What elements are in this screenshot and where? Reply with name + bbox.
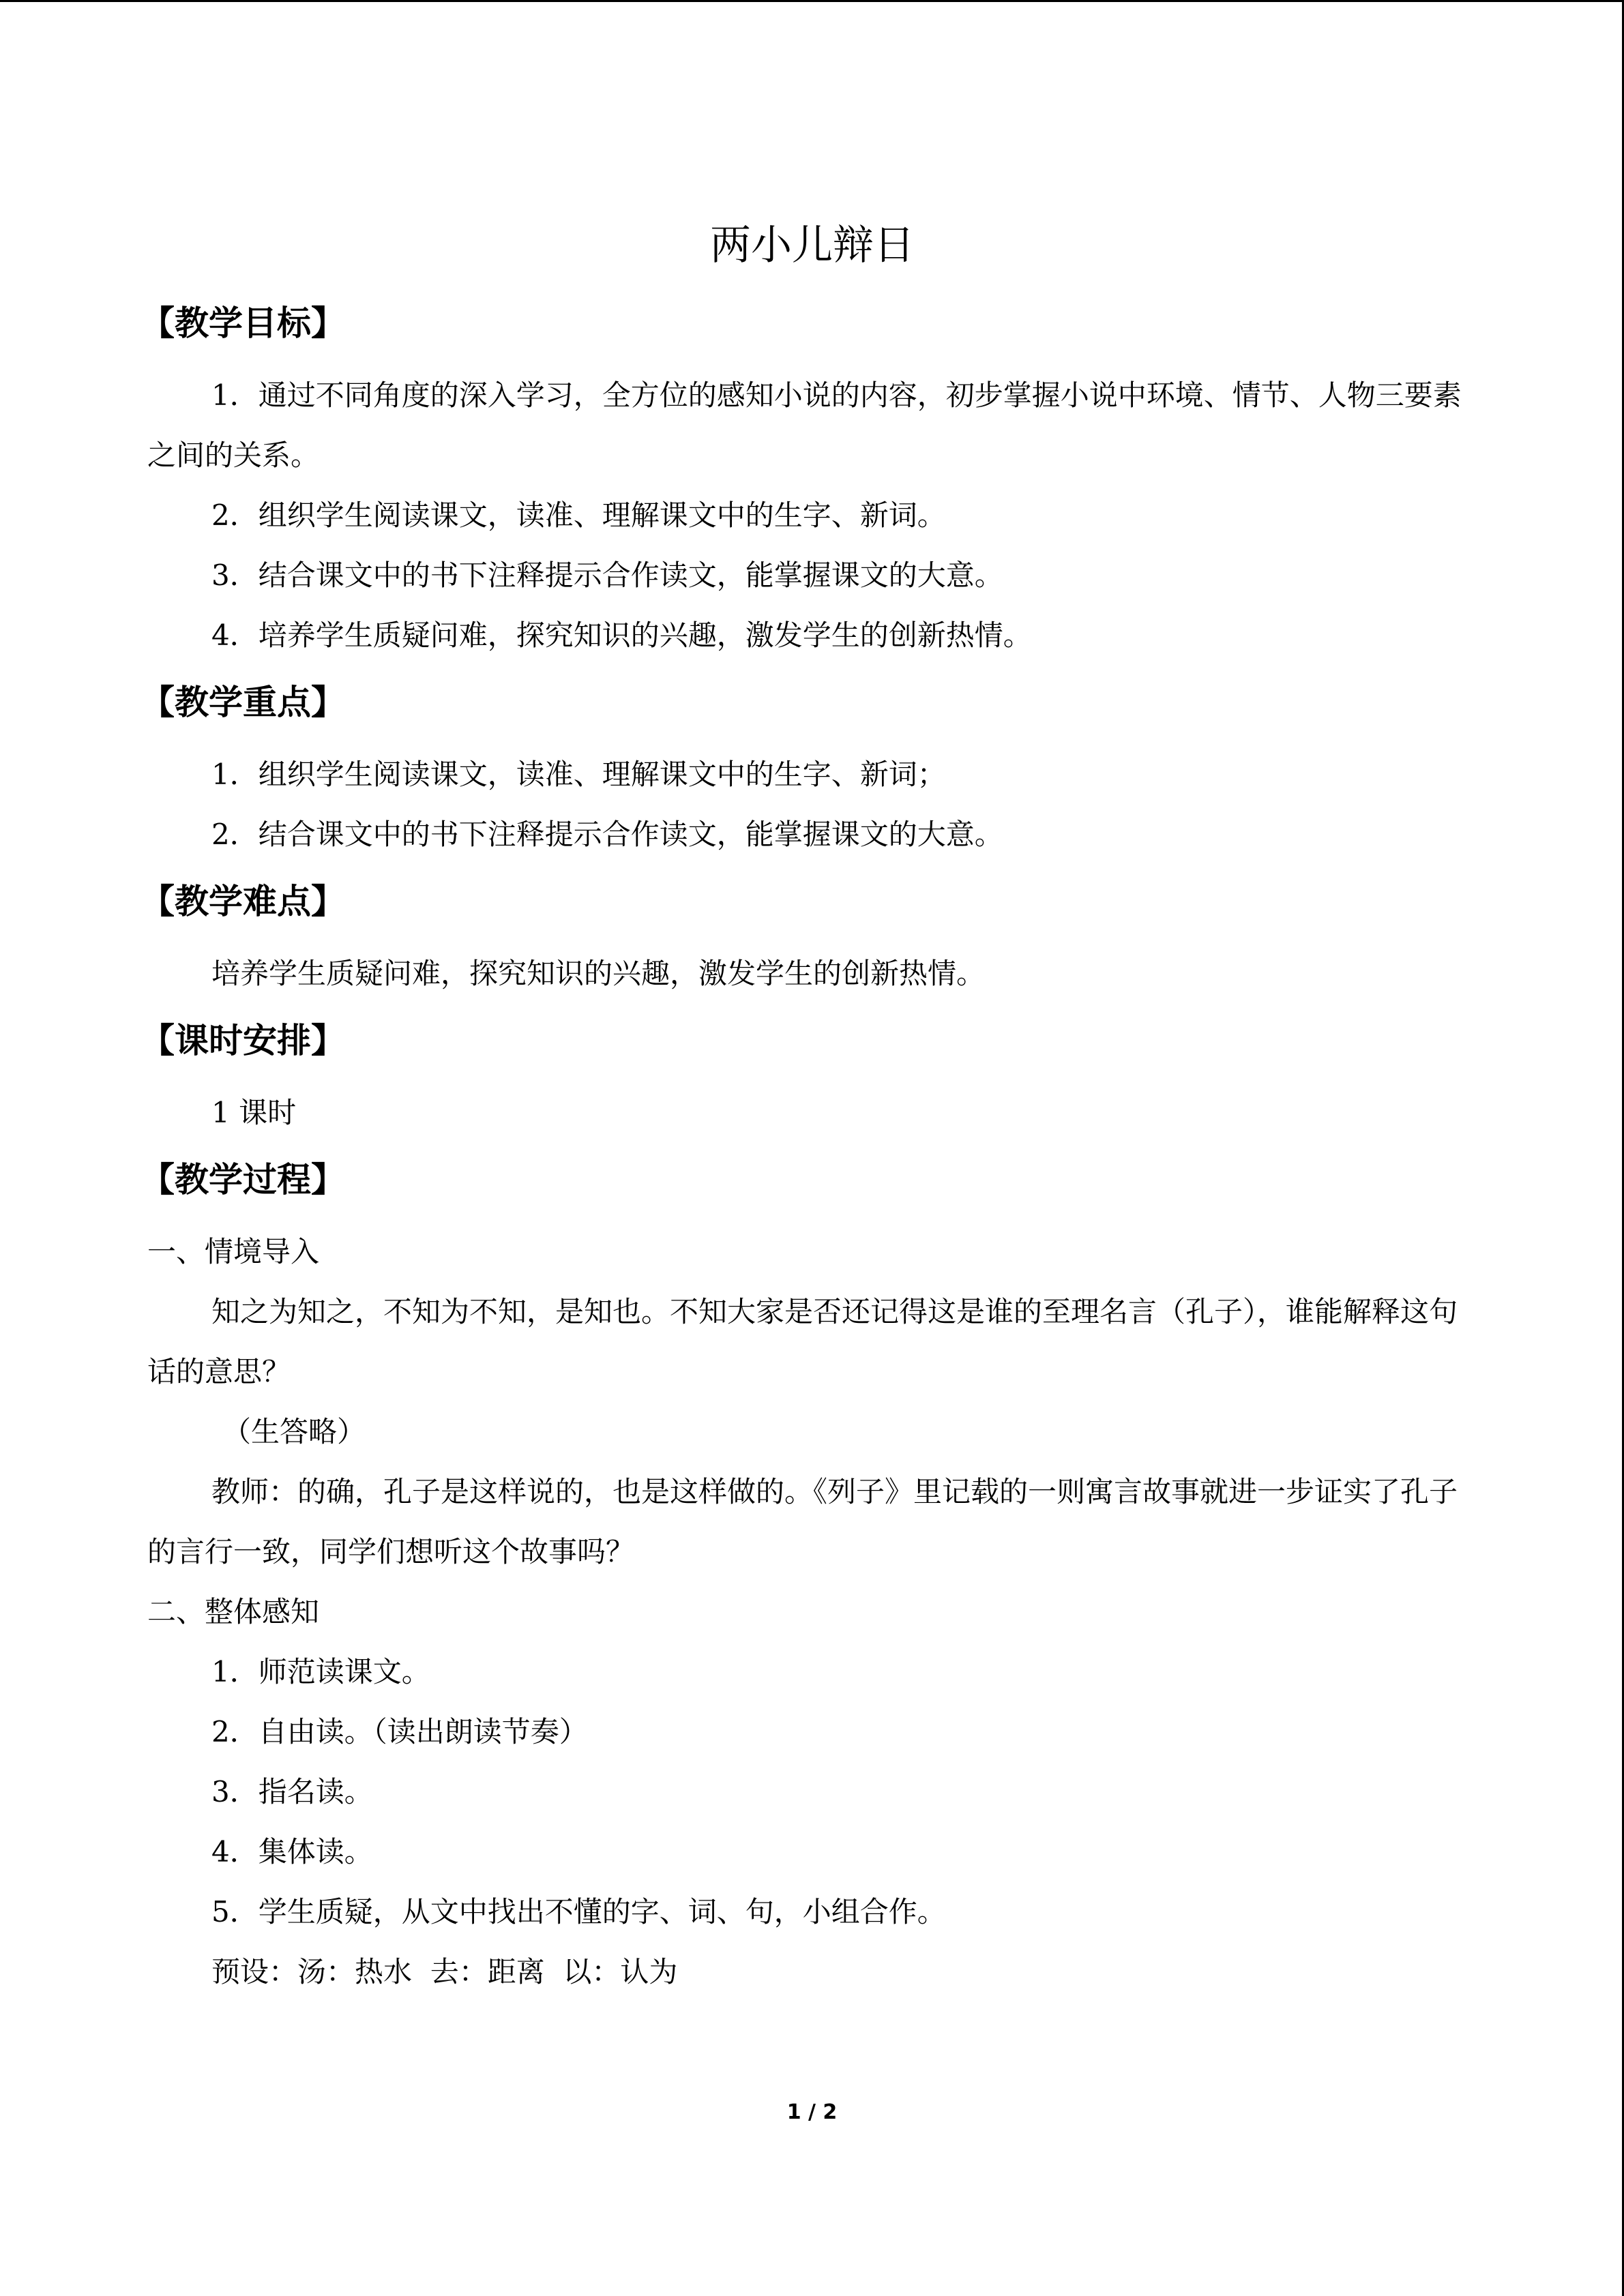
heading-schedule: 【课时安排】 [141, 1021, 345, 1060]
process-step-3: 3．指名读。 [211, 1775, 373, 1808]
heading-key-points: 【教学重点】 [141, 683, 345, 722]
goal-item-1: 1．通过不同角度的深入学习，全方位的感知小说的内容，初步掌握小说中环境、情节、人物三要素之间的关系。 [147, 378, 1462, 472]
heading-process: 【教学过程】 [141, 1160, 345, 1199]
process-part1-para3: 教师：的确，孔子是这样说的，也是这样做的。《列子》里记载的一则寓言故事就进一步证实了孔子的言行一致，同学们想听这个故事吗？ [147, 1475, 1458, 1568]
key-point-item-1: 1．组织学生阅读课文，读准、理解课文中的生字、新词； [211, 758, 946, 791]
heading-goals: 【教学目标】 [141, 303, 345, 343]
process-step-2: 2．自由读。（读出朗读节奏） [211, 1715, 588, 1748]
process-part1-para1: 知之为知之，不知为不知，是知也。不知大家是否还记得这是谁的至理名言（孔子），谁能解释这句话的意思？ [147, 1295, 1458, 1388]
process-step-1: 1．师范读课文。 [211, 1655, 430, 1688]
schedule-text: 1 课时 [211, 1096, 297, 1129]
heading-difficulties: 【教学难点】 [141, 882, 345, 921]
goal-item-3: 3．结合课文中的书下注释提示合作读文，能掌握课文的大意。 [211, 558, 1003, 592]
goal-item-4: 4．培养学生质疑问难，探究知识的兴趣，激发学生的创新热情。 [211, 618, 1032, 652]
document-content [141, 205, 1477, 2002]
key-point-item-2: 2．结合课文中的书下注释提示合作读文，能掌握课文的大意。 [211, 818, 1003, 851]
document-title: 两小儿辩日 [710, 222, 915, 269]
page-number: 1 / 2 [786, 2100, 838, 2124]
goal-item-2: 2．组织学生阅读课文，读准、理解课文中的生字、新词。 [211, 498, 946, 532]
process-part1-title: 一、情境导入 [147, 1235, 320, 1268]
process-step-4: 4．集体读。 [211, 1835, 373, 1868]
difficulty-text: 培养学生质疑问难，探究知识的兴趣，激发学生的创新热情。 [211, 957, 986, 990]
process-step-5: 5．学生质疑，从文中找出不懂的字、词、句，小组合作。 [211, 1895, 946, 1928]
process-part2-title: 二、整体感知 [147, 1595, 320, 1628]
process-preset: 预设：汤：热水 去：距离 以：认为 [211, 1955, 678, 1988]
process-part1-para2: （生答略） [222, 1415, 366, 1448]
